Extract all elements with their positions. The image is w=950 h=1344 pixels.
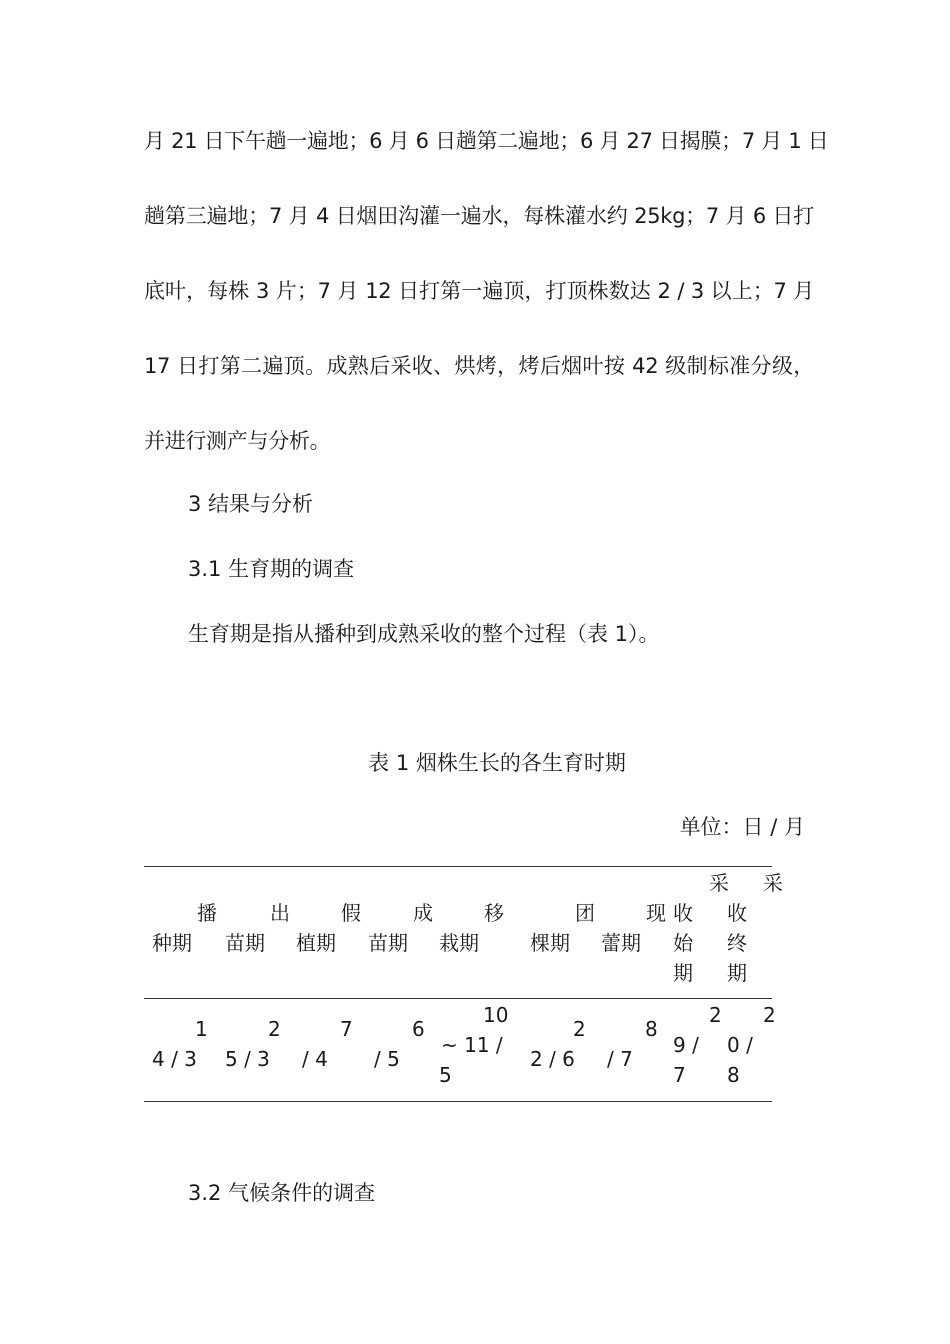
header-col9-line4: 期 (727, 961, 747, 985)
row-col8-line1: 2 (709, 1003, 722, 1027)
header-col7-line3: 蕾期 (601, 931, 641, 955)
table-caption: 表 1 烟株生长的各生育时期 (368, 751, 626, 775)
row-col7-line2: / 7 (607, 1047, 633, 1071)
section-3-1-heading: 3.1 生育期的调查 (188, 557, 355, 581)
row-col5-line2: ~ 11 / (441, 1033, 503, 1057)
row-col10-line1-extra (763, 1001, 776, 1031)
row-col4-line1: 6 (412, 1017, 425, 1041)
header-col3-line3: 植期 (296, 931, 336, 955)
header-col2-line2: 出 (270, 901, 290, 925)
paragraph-line-3: 底叶，每株 3 片；7 月 12 日打第一遍顶，打顶株数达 2 / 3 以上；7 月 (144, 279, 814, 303)
row-col10-line1: 2 (763, 1003, 776, 1027)
row-col4-line2: / 5 (374, 1047, 400, 1071)
table-unit: 单位：日 / 月 (679, 815, 805, 839)
header-col9-line2: 收 (727, 901, 747, 925)
row-col3-line1: 7 (340, 1017, 353, 1041)
paragraph-line-2: 趟第三遍地；7 月 4 日烟田沟灌一遍水，每株灌水约 25kg；7 月 6 日打 (144, 204, 814, 228)
header-col6-line2: 团 (575, 901, 595, 925)
row-col5-line1: 10 (483, 1003, 509, 1027)
row-col3-line2: / 4 (302, 1047, 328, 1071)
header-col1-line3: 种期 (152, 931, 192, 955)
header-col5-line3: 栽期 (439, 931, 479, 955)
row-col2-line1: 2 (268, 1017, 281, 1041)
header-col3-line2: 假 (341, 901, 361, 925)
paragraph-line-1: 月 21 日下午趟一遍地；6 月 6 日趟第二遍地；6 月 27 日揭膜；7 月 1 日 (144, 129, 829, 153)
section-3-1-intro: 生育期是指从播种到成熟采收的整个过程（表 1）。 (188, 622, 660, 646)
header-col6-line3: 棵期 (530, 931, 570, 955)
row-col6-line2: 2 / 6 (530, 1047, 575, 1071)
row-col8-line3: 7 (673, 1063, 686, 1087)
table-bottom-rule (144, 1101, 772, 1102)
header-col1-line2: 播 (197, 901, 217, 925)
header-col5-line2: 移 (484, 901, 504, 925)
paragraph-line-4: 17 日打第二遍顶。成熟后采收、烘烤，烤后烟叶按 42 级制标准分级， (144, 354, 814, 378)
row-col1-line1: 1 (195, 1017, 208, 1041)
header-col2-line3: 苗期 (225, 931, 265, 955)
header-col8-line4: 期 (673, 961, 693, 985)
table-top-rule (144, 866, 772, 867)
row-col9-line2: 0 / (727, 1033, 753, 1057)
row-col9-line3: 8 (727, 1063, 740, 1087)
section-3-2-heading: 3.2 气候条件的调查 (188, 1181, 376, 1205)
row-col7-line1: 8 (645, 1017, 658, 1041)
header-col8-line3: 始 (673, 931, 693, 955)
header-col7-line2: 现 (646, 901, 666, 925)
row-col5-line3: 5 (439, 1063, 452, 1087)
row-col1-line2: 4 / 3 (152, 1047, 197, 1071)
section-3-heading: 3 结果与分析 (188, 492, 314, 516)
header-col4-line2: 成 (413, 901, 433, 925)
header-col9-line1: 采 (709, 871, 729, 895)
table-mid-rule (144, 998, 772, 999)
header-col9-line3: 终 (727, 931, 747, 955)
row-col2-line2: 5 / 3 (225, 1047, 270, 1071)
row-col8-line2: 9 / (673, 1033, 699, 1057)
header-col4-line3: 苗期 (368, 931, 408, 955)
paragraph-line-5: 并进行测产与分析。 (144, 429, 331, 453)
row-col6-line1: 2 (573, 1017, 586, 1041)
header-col10-line1: 采 (763, 871, 783, 895)
header-col8-line2: 收 (673, 901, 693, 925)
